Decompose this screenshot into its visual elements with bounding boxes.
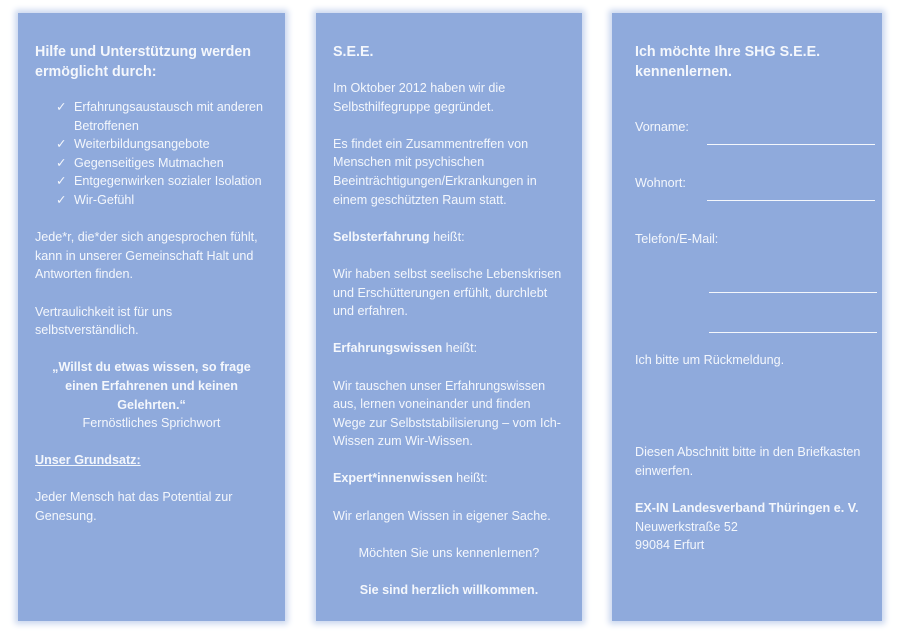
contact-field-1[interactable] [709, 274, 877, 293]
check-icon: ✓ [56, 174, 67, 189]
quote: „Willst du etwas wissen, so frage einen Erfahrenen und keinen Gelehrten.“ [52, 360, 251, 412]
meeting-text: Es findet ein Zusammentreffen von Menschen mit psychischen Beeinträchtigungen/Erkrankungen in einem geschützten Raum statt. [333, 136, 537, 207]
term-selbsterfahrung: Selbsterfahrung heißt: [333, 229, 465, 244]
support-list [35, 98, 268, 210]
intro-text: Jede*r, die*der sich angesprochen fühlt, kann in unserer Gemeinschaft Halt und Antworten finden. [35, 230, 258, 282]
principle-text: Jeder Mensch hat das Potential zur Genesung. [35, 490, 233, 524]
term-erfahrungswissen: Erfahrungswissen heißt: [333, 341, 478, 356]
list-item: ✓ Wir-Gefühl [56, 191, 268, 210]
list-item: ✓ Gegenseitiges Mutmachen [56, 154, 268, 173]
contact-label: Telefon/E-Mail: [635, 232, 719, 246]
principle-heading: Unser Grundsatz: [35, 453, 141, 468]
first-name-label: Vorname: [635, 120, 689, 134]
list-item: ✓ Erfahrungsaustausch mit anderen Betroffenen [56, 100, 264, 133]
city-field[interactable] [707, 182, 875, 201]
expertenwissen-text: Wir erlangen Wissen in eigener Sache. [333, 508, 551, 523]
quote-source: Fernöstliches Sprichwort [82, 416, 221, 431]
selbsterfahrung-text: Wir haben selbst seelische Lebenskrisen und Erschütterungen erfühlt, durchlebt und erfahren. [333, 266, 562, 319]
check-icon: ✓ [56, 155, 67, 170]
check-icon: ✓ [56, 192, 67, 207]
feedback-text: Ich bitte um Rückmeldung. [635, 352, 785, 367]
erfahrungswissen-text: Wir tauschen unser Erfahrungswissen aus, lernen voneinander und finden Wege zur Selbststabilisierung – vom Ich-Wissen zum Wir-Wissen. [333, 378, 561, 449]
panel-see [316, 13, 582, 621]
form-heading: Ich möchte Ihre SHG S.E.E. kennenlernen. [635, 44, 821, 80]
confidentiality-text: Vertraulichkeit ist für uns selbstverständlich. [35, 304, 173, 338]
list-item: ✓ Entgegenwirken sozialer Isolation [56, 172, 268, 191]
invite-question: Möchten Sie uns kennenlernen? [358, 545, 540, 560]
org-name: EX-IN Landesverband Thüringen e. V. [635, 500, 859, 515]
see-heading: S.E.E. [333, 44, 374, 60]
city-label: Wohnort: [635, 176, 686, 190]
list-item: ✓ Weiterbildungsangebote [56, 135, 268, 154]
mailbox-instruction: Diesen Abschnitt bitte in den Briefkasten einwerfen. [635, 445, 861, 478]
org-city: 99084 Erfurt [635, 538, 705, 553]
check-icon: ✓ [56, 100, 67, 114]
first-name-field[interactable] [707, 126, 875, 145]
org-street: Neuwerkstraße 52 [635, 519, 738, 534]
welcome-text: Sie sind herzlich willkommen. [359, 583, 539, 598]
check-icon: ✓ [56, 137, 67, 152]
contact-field-2[interactable] [709, 314, 877, 333]
term-expertenwissen: Expert*innenwissen heißt: [333, 471, 488, 486]
founding-text: Im Oktober 2012 haben wir die Selbsthilfegruppe gegründet. [333, 81, 506, 114]
panel-contact-form [612, 13, 882, 621]
support-heading: Hilfe und Unterstützung werden ermöglicht durch: [35, 44, 252, 80]
panel-support [18, 13, 285, 621]
